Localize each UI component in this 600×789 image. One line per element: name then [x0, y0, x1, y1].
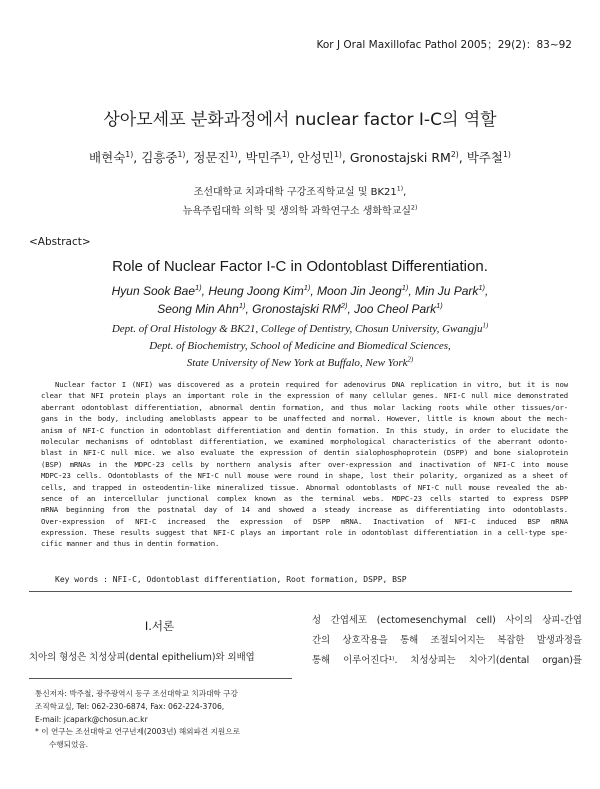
english-title: Role of Nuclear Factor I-C in Odontoblast Differentiation.	[112, 258, 488, 275]
author-name: 박주철	[466, 150, 503, 165]
author-name: Min Ju Park	[415, 284, 479, 298]
abstract-line: MDPC-23 cells. Odontoblasts of the NFI-C null mouse were round in shape, lost their polarity, organized as a sheet of	[41, 471, 568, 481]
author-name: 배현숙	[89, 150, 126, 165]
abstract-line: clear that NFI protein plays an important role in the expression of many cellular genes. NFI-C null mice demonstrated	[41, 391, 568, 401]
english-author-line-2: Seong Min Ahn$^{1)}$, Gronostajski RM$^{2)}$, Joo Cheol Park$^{1)}$	[157, 301, 443, 316]
correspondence-footnote	[35, 688, 295, 752]
author-name: 안성민	[297, 150, 334, 165]
author-name: Hyun Sook Bae	[111, 284, 196, 298]
english-affiliation-2: Dept. of Biochemistry, School of Medicine and Biomedical Sciences,	[149, 340, 451, 352]
affiliation-marker: 1)	[229, 149, 238, 159]
abstract-line: Nuclear factor I (NFI) was discovered as a protein required for adenovirus DNA replication in vitro, but it is now	[55, 380, 568, 389]
keywords: Key words : NFI-C, Odontoblast differentiation, Root formation, DSPP, BSP	[55, 575, 407, 584]
korean-affiliation-1: 조선대학교 치과대학 구강조직학교실 및 BK21$^{1)}$,	[193, 185, 407, 198]
author-name: 김흥중	[141, 150, 178, 165]
author-name: Joo Cheol Park	[354, 302, 437, 316]
affiliation-marker: 1)	[281, 149, 290, 159]
affiliation-marker: 1)	[478, 283, 486, 292]
affiliation-marker: 1)	[436, 301, 443, 310]
english-affiliation-1: Dept. of Oral Histology & BK21, College of Dentistry, Chosun University, Gwangju$^{1)}$	[111, 322, 489, 335]
abstract-line: blast in NFI-C null mice. we also evaluate the expression of dentin sialophosphoprotein (DSPP) and bone sialoprotein	[41, 448, 568, 458]
footnote-line: 조직학교실, Tel: 062-230-6874, Fax: 062-224-3706,	[35, 701, 225, 711]
abstract-line: molecular mechanisms of odntoblast differentiation, we examined morphological characteristics of the aberrant odonto-	[41, 436, 568, 446]
body-left-column-text: 치아의 형성은 치성상피(dental epithelium)와 외배엽	[29, 652, 255, 663]
author-name: Gronostajski RM	[252, 302, 341, 316]
affiliation-marker: 1)	[195, 283, 202, 292]
footnote-line: 수행되었음.	[49, 740, 89, 750]
korean-author-list: 배현숙$^{1)}$, 김흥중$^{1)}$, 정문진$^{1)}$, 박민주$^{1)}$, 안성민$^{1)}$, Gronostajski RM$^{2)}$, 박주철$^{1)}$	[89, 149, 511, 165]
affiliation-marker: 1)	[502, 149, 511, 159]
abstract-line: mRNA beginning from the postnatal day of 14 and showed a steady increase as differentiating into odontoblasts.	[41, 505, 568, 515]
abstract-line: gans in the body, including ameloblasts appear to be unaffected and normal. However, little is known about the mech-	[41, 414, 568, 424]
abstract-line: aberrant odontoblast differentiation, abnormal dentin formation, and thus molar lacking roots while other tissues/or-	[41, 402, 568, 412]
body-right-line: 통해 이루어진다¹⁾. 치성상피는 치아기(dental organ)를	[312, 655, 582, 666]
section-heading-introduction: I.서론	[144, 619, 175, 633]
abstract-body	[41, 379, 568, 550]
affiliation-marker: 2)	[340, 301, 348, 310]
abstract-label: <Abstract>	[29, 236, 91, 248]
author-name: Moon Jin Jeong	[317, 284, 402, 298]
journal-citation-header: Kor J Oral Maxillofac Pathol 2005；29(2)：83~92	[316, 39, 572, 51]
body-right-column-text	[312, 611, 582, 671]
affiliation-marker: 1)	[401, 283, 409, 292]
affiliation-marker: 1)	[303, 283, 311, 292]
author-name: 정문진	[193, 150, 230, 165]
abstract-line: cells, and trapped in osteodentin-like mineralized tissue. Abnormal odontoblasts of NFI-C null mouse revealed the ab-	[41, 482, 568, 492]
author-name: Seong Min Ahn	[157, 302, 239, 316]
english-author-line-1: Hyun Sook Bae$^{1)}$, Heung Joong Kim$^{1)}$, Moon Jin Jeong$^{1)}$, Min Ju Park$^{1)}$,	[111, 283, 489, 298]
korean-title: 상아모세포 분화과정에서 nuclear factor I-C의 역할	[103, 110, 497, 130]
footnote-divider	[29, 678, 292, 679]
affiliation-marker: 1)	[333, 149, 342, 159]
keywords-divider	[29, 591, 572, 592]
body-right-line: 간의 상호작용을 통해 조절되어지는 복잡한 발생과정을	[312, 635, 582, 646]
abstract-line: cific manner and thus in dentin formation.	[41, 539, 220, 549]
abstract-line: anism of NFI-C function in odontoblast differentiation and dentin formation. In this study, in order to elucidate the	[41, 425, 568, 435]
footnote-line: * 이 연구는 조선대학교 연구년제(2003년) 해외파견 지원으로	[35, 727, 240, 737]
affiliation-marker: 2)	[450, 149, 459, 159]
author-name: Heung Joong Kim	[208, 284, 304, 298]
footnote-line: 통신저자: 박주철, 광주광역시 동구 조선대학교 치과대학 구강	[35, 689, 238, 698]
affiliation-marker: 1)	[238, 301, 246, 310]
abstract-line: sence of an intercellular junctional complex known as the terminal webs. MDPC-23 cells started to express DSPP	[41, 493, 568, 503]
abstract-line: (BSP) mRNAs in the MDPC-23 cells by northern analysis after over-expression and inactivation of NFI-C into mouse	[41, 459, 568, 469]
korean-affiliation-2: 뉴욕주립대학 의학 및 생의학 과학연구소 생화학교실$^{2)}$	[182, 204, 418, 217]
english-affiliation-3: State University of New York at Buffalo, New York$^{2)}$	[186, 356, 414, 369]
body-right-line: 성 간엽세포 (ectomesenchymal cell) 사이의 상피-간엽	[312, 615, 582, 626]
footnote-line: E-mail: jcapark@chosun.ac.kr	[35, 714, 148, 724]
abstract-line: Over-expression of NFI-C increased the expression of DSPP mRNA. Inactivation of NFI-C induced BSP mRNA	[41, 516, 568, 526]
abstract-line: expression. These results suggest that NFI-C plays an important role in odontoblast differentiation in a cell-type spe-	[41, 528, 568, 538]
author-name: 박민주	[245, 150, 282, 165]
author-name: Gronostajski RM	[349, 150, 451, 165]
affiliation-marker: 1)	[177, 149, 186, 159]
affiliation-marker: 1)	[125, 149, 134, 159]
